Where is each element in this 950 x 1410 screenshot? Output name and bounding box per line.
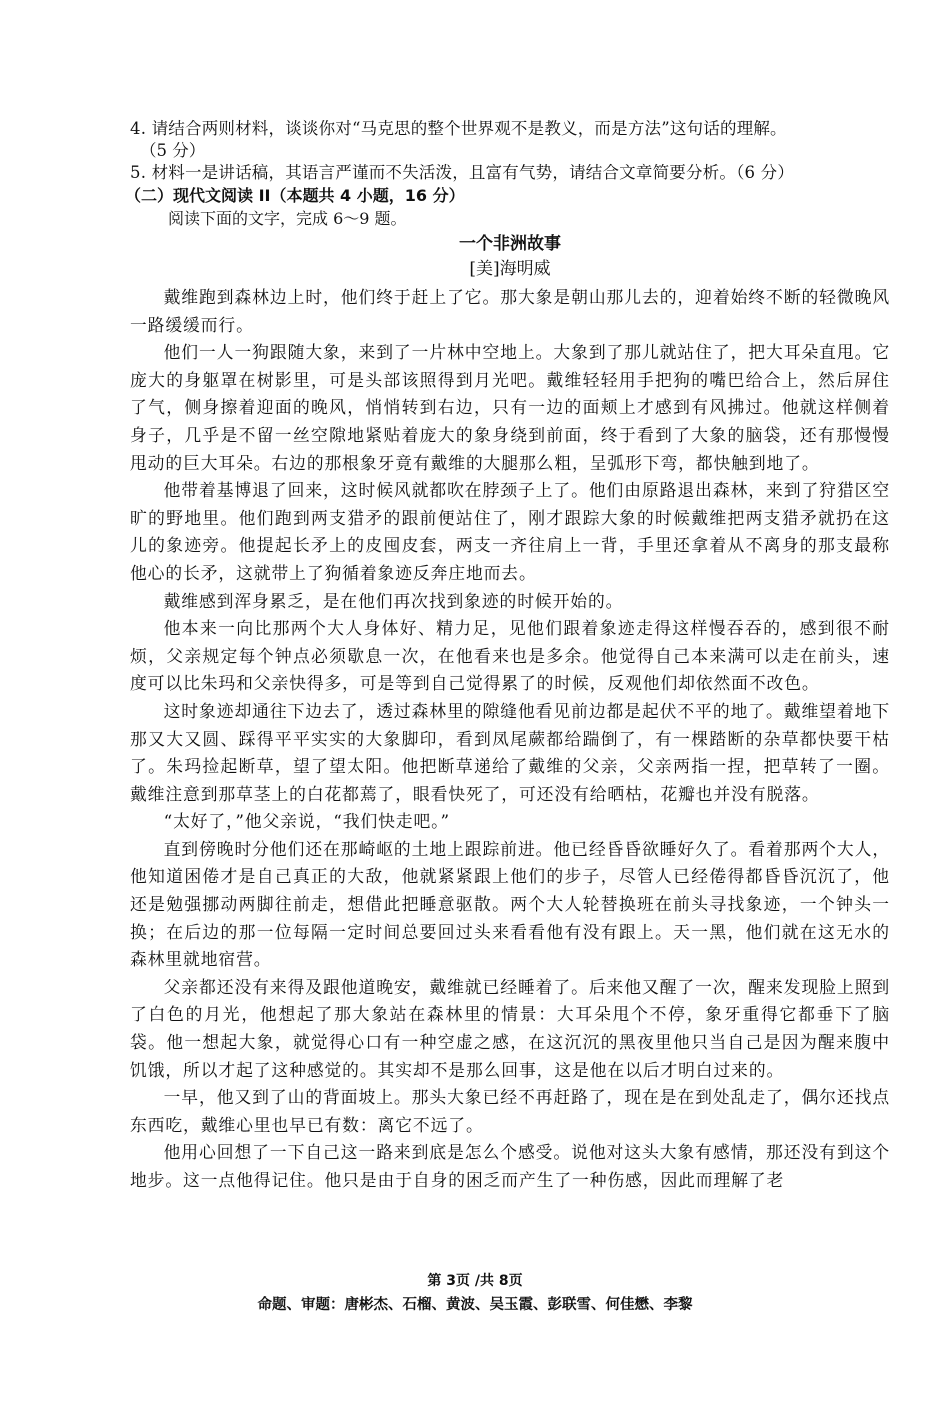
question-5-text: 5. 材料一是讲话稿，其语言严谨而不失活泼，且富有气势，请结合文章简要分析。（6 分）	[130, 163, 795, 182]
article-title: 一个非洲故事	[459, 234, 561, 254]
article-paragraph: 他用心回想了一下自己这一路来到底是怎么个感受。说他对这头大象有感情，那还没有到这个地步。这一点他得记住。他只是由于自身的困乏而产生了一种伤感，因此而理解了老	[130, 1142, 890, 1190]
question-4-score: （5 分）	[140, 141, 206, 160]
exam-page	[125, 118, 890, 1195]
article-paragraph: “太好了，”他父亲说，“我们快走吧。”	[163, 811, 450, 832]
article-paragraph: 他带着基博退了回来，这时候风就都吹在脖颈子上了。他们由原路退出森林，来到了狩猎区空旷的野地里。他们跑到两支猎矛的跟前便站住了，刚才跟踪大象的时候戴维把两支猎矛就扔在这儿的象迹旁。他提起长矛上的皮囤皮套，两支一齐往肩上一背，手里还拿着从不离身的那支最称他心的长矛，这就带上了狗循着象迹反奔庄地而去。	[130, 480, 890, 583]
article-paragraph: 戴维感到浑身累乏，是在他们再次找到象迹的时候开始的。	[163, 590, 624, 611]
article-paragraph: 直到傍晚时分他们还在那崎岖的土地上跟踪前进。他已经昏昏欲睡好久了。看着那两个大人，他知道困倦才是自己真正的大敌，他就紧紧跟上他们的步子，尽管人已经倦得都昏昏沉沉了，他还是勉强挪动两脚往前走，想借此把睡意驱散。两个大人轮替换班在前头寻找象迹，一个钟头一换；在后边的那一位每隔一定时间总要回过头来看看他有没有跟上。天一黑，他们就在这无水的森林里就地宿营。	[130, 838, 890, 970]
article-paragraph: 父亲都还没有来得及跟他道晚安，戴维就已经睡着了。后来他又醒了一次，醒来发现脸上照到了白色的月光，他想起了那大象站在森林里的情景：大耳朵甩个不停，象牙重得它都垂下了脑袋。他一想起大象，就觉得心口有一种空虚之感，在这沉沉的黑夜里他只当自己是因为醒来腹中饥饿，所以才起了这种感觉的。其实却不是那么回事，这是他在以后才明白过来的。	[130, 976, 890, 1080]
article-paragraph: 他们一人一狗跟随大象，来到了一片林中空地上。大象到了那儿就站住了，把大耳朵直甩。它庞大的身躯罩在树影里，可是头部该照得到月光吧。戴维轻轻用手把狗的嘴巴给合上，然后屏住了气，侧身擦着迎面的晚风，悄悄转到右边，只有一边的面颊上才感到有风拂过。他就这样侧着身子，几乎是不留一丝空隙地紧贴着庞大的象身绕到前面，终于看到了大象的脑袋，还有那慢慢甩动的巨大耳朵。右边的那根象牙竟有戴维的大腿那么粗，呈弧形下弯，都快触到地了。	[130, 342, 890, 473]
exam-credits: 命题、审题：唐彬杰、石榴、黄波、吴玉霞、彭联雪、何佳懋、李黎	[257, 1297, 693, 1313]
reading-instruction: 阅读下面的文字，完成 6～9 题。	[168, 209, 407, 228]
article-paragraph: 他本来一向比那两个大人身体好、精力足，见他们跟着象迹走得这样慢吞吞的，感到很不耐烦，父亲规定每个钟点必须歇息一次，在他看来也是多余。他觉得自己本来满可以走在前头，速度可以比朱玛和父亲快得多，可是等到自己觉得累了的时候，反观他们却依然面不改色。	[130, 618, 890, 694]
article-paragraph: 这时象迹却通往下边去了，透过森林里的隙缝他看见前边都是起伏不平的地了。戴维望着地下那又大又圆、踩得平平实实的大象脚印，看到凤尾蕨都给踹倒了，有一棵踏断的杂草都快要干枯了。朱玛捡起断草，望了望太阳。他把断草递给了戴维的父亲，父亲两指一捏，把草转了一圈。戴维注意到那草茎上的白花都蔫了，眼看快死了，可还没有给晒枯，花瓣也并没有脱落。	[130, 700, 890, 804]
page-number: 第 3页 /共 8页	[427, 1273, 523, 1289]
article-paragraph: 戴维跑到森林边上时，他们终于赶上了它。那大象是朝山那儿去的，迎着始终不断的轻微晚风一路缓缓而行。	[130, 287, 890, 335]
section-heading: （二）现代文阅读 II（本题共 4 小题，16 分）	[125, 186, 465, 205]
question-4-text: 4. 请结合两则材料，谈谈你对“马克思的整个世界观不是教义，而是方法”这句话的理解。	[130, 119, 787, 138]
article-author: [美]海明威	[469, 259, 551, 279]
article-body	[130, 284, 890, 1195]
article-paragraph: 一早，他又到了山的背面坡上。那头大象已经不再赶路了，现在是在到处乱走了，偶尔还找点东西吃，戴维心里也早已有数：离它不远了。	[130, 1087, 890, 1135]
